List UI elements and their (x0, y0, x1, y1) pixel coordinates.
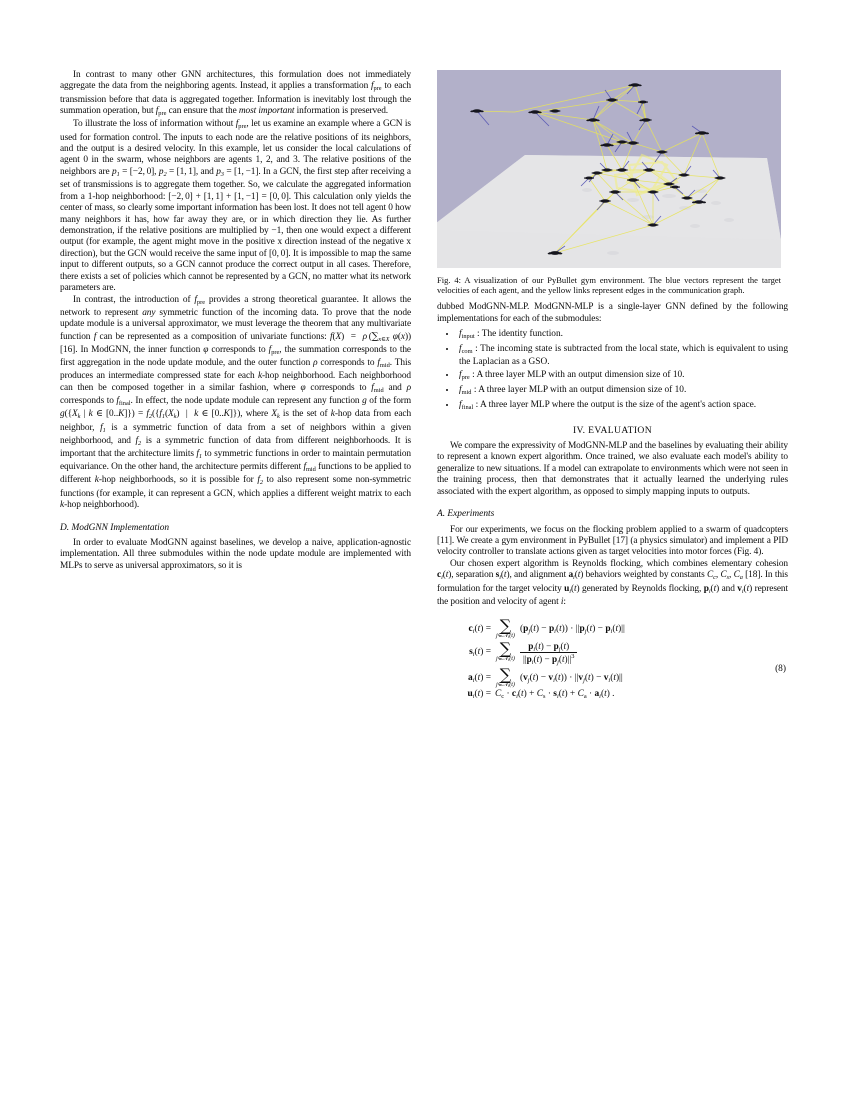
submodule-symbol: f (459, 329, 462, 340)
equation-rhs: $(v_j(t) - v_i(t)) \cdot ||v_j(t) - v_i(t)||$ (519, 673, 623, 684)
paragraph-modgnn-mlp-intro: dubbed ModGNN-MLP. ModGNN-MLP is a single-layer GNN defined by the following implementations for each of the submodules: (437, 302, 788, 324)
paragraph-reynolds-flocking: Our chosen expert algorithm is Reynolds flocking, which combines elementary cohesion $c_i(t)$, separation $s_i(t)$, and alignment $a_i(t)$ behaviors weighted by constants $C_c$, $C_s$, $C_a$ [18]. In this formulation for the target velocity $u_i(t)$ generated by Reynolds flocking, $p_i(t)$ and $v_i(t)$ represent the position and velocity of agent i: (437, 558, 788, 607)
subsection-heading-modgnn-implementation: D. ModGNN Implementation (60, 522, 170, 533)
figure-caption (437, 275, 781, 295)
equation-8 (437, 618, 788, 700)
fraction (520, 641, 578, 667)
equation-lhs: $u_i(t)$ = (467, 689, 491, 701)
submodule-symbol: f (459, 370, 462, 381)
equation-line-separation (437, 638, 788, 667)
equation-line-alignment (437, 667, 788, 688)
submodule-subscript: mid (461, 388, 472, 396)
submodule-subscript: pre (461, 373, 470, 381)
list-item (457, 369, 788, 383)
submodule-subscript: com (461, 347, 473, 355)
summation-operator: ∑ j∈𝒩$_i$(t) (496, 616, 515, 640)
equation-lhs: $c_i(t)$ = (468, 624, 491, 636)
pybullet-gym-visualization (437, 70, 781, 268)
submodule-text: : A three layer MLP with an output dimension size of 10. (472, 370, 685, 381)
equation-line-target-velocity (437, 689, 788, 700)
figure-caption-label: Fig. 4: (437, 275, 461, 285)
submodule-text: : A three layer MLP with an output dimension size of 10. (473, 384, 687, 395)
submodule-symbol: f (459, 399, 462, 410)
equation-lhs: $a_i(t)$ = (468, 673, 491, 684)
fraction-denominator: $||p_i(t) - p_j(t)||^3$ (520, 652, 578, 666)
equation-lhs: $s_i(t)$ = (469, 646, 491, 658)
paragraph-theoretical-guarantee: In contrast, the introduction of $f_{pre}$ provides a strong theoretical guarantee. It allows the network to represent any symmetric function of the incoming data. To prove that the node update module is a universal approximator, we must leverage the theorem that any multivariate function f can be represented as a composition of univariate functions: f(X) = ρ ($\sum_{x\in X}$ φ(x)) [16]. In ModGNN, the inner function φ corresponds to $f_{pre}$, the summation corresponds to the first aggregation in the node update module, and the outer function ρ corresponds to $f_{mid}$. This produces an intermediate compressed state for each k-hop neighborhood. Each neighborhood can then be composed together in a similar fashion, where φ corresponds to $f_{mid}$ and ρ corresponds to $f_{final}$. In effect, the node update module can represent any function g of the form $g(\{X_k$ | k ∈ $[0..K]\}) = f_2(\{f_1(X_k)$ | k ∈ [0..K]}), where $X_k$ is the set of k-hop data from each neighbor, $f_1$ is a symmetric function of data from a set of neighbors within a given neighborhood, and $f_2$ is a symmetric function of data from different neighborhoods. It is important that the architecture limits $f_1$ to symmetric functions in order to maintain permutation equivariance. On the other hand, the architecture permits different $f_{mid}$ functions to be applied to different k-hop neighborhoods, so it is possible for $f_2$ to also represent some non-symmetric functions (for example, it can represent a GCN, which applies a different weight matrix to each k-hop neighborhood). (60, 294, 412, 511)
scene-svg (437, 70, 781, 268)
submodule-list (437, 328, 788, 413)
equation-rhs: $(p_j(t) - p_i(t)) \cdot ||p_j(t) - p_i(t)||$ (519, 624, 625, 636)
subsection-heading-experiments: A. Experiments (437, 509, 495, 520)
list-item (457, 328, 788, 342)
summation-limit: j∈𝒩$_i$(t) (496, 682, 515, 689)
equation-rhs: $C_c \cdot c_i(t) + C_s \cdot s_i(t) + C_a \cdot a_i(t)$ . (495, 689, 615, 701)
submodule-symbol: f (459, 384, 462, 395)
summation-operator: ∑ j∈𝒩$_i$(t) (496, 638, 515, 662)
submodule-subscript: final (461, 403, 474, 411)
paragraph-experiments-setup: For our experiments, we focus on the flocking problem applied to a swarm of quadcopters [11]. We create a gym environment in PyBullet [17] (a physics simulator) and implement a PID velocity controller to translate actions given as target velocities into motor forces (Fig. 4). (437, 524, 788, 558)
list-item (457, 384, 788, 398)
summation-limit: j∈𝒩$_i$(t) (496, 655, 515, 662)
list-item (457, 399, 788, 413)
figure-caption-text: A visualization of our PyBullet gym environment. The blue vectors represent the target velocities of each agent, and the yellow links represent edges in the communication graph. (437, 275, 782, 296)
right-column (437, 70, 788, 1060)
summation-limit: j∈𝒩$_i$(t) (496, 633, 515, 640)
paragraph-modgnn-implementation: In order to evaluate ModGNN against baselines, we develop a naive, application-agnostic implementation. All three submodules within the node update module are implemented with MLPs to serve as universal approximators, so it is (60, 538, 411, 571)
equation-number: (8) (775, 664, 786, 675)
submodule-subscript: input (461, 333, 475, 341)
paragraph-gcn-example: To illustrate the loss of information without $f_{pre}$, let us examine an example where a GCN is used for formation control. The inputs to each node are the relative positions of its neighbors, and the output is a desired velocity. In this example, let us consider the local calculations of agent 0 in the swarm, whose neighbors are agents 1, 2, and 3. The relative positions of the neighbors are $p_1 = [-2$, 0], $p_2 = [1$, 1], and $p_3 = [1$, −1]. In a GCN, the first step after receiving a set of transmissions is to aggregate them together. So, we calculate the aggregated information from a 1-hop neighborhood: [−2, 0] + [1, 1] + [1, −1] = [0, 0]. This calculation only yields the center of mass, so clearly some important information has been lost. It does not tell agent 0 how many neighbors it has, how far away they are, or in which direction they lie. As further demonstration, if the relative positions are multiplied by −1, then one would expect a different output (for example, the agent might move in the positive x direction instead of the negative x direction), but the GCN would receive the same input of [0, 0]. It is impossible to map the same input to different outputs, so a GCN cannot produce the correct output in all cases. Therefore, there exists a set of policies which cannot be represented by a GCN, no matter what its network parameters are. (60, 119, 411, 294)
two-column-layout (60, 70, 793, 1060)
submodule-text: : The incoming state is subtracted from the local state, which is equivalent to using the Laplacian as a GSO. (459, 344, 788, 368)
summation-operator: ∑ j∈𝒩$_i$(t) (496, 665, 515, 689)
submodule-text: : The identity function. (477, 329, 563, 340)
paragraph-evaluation: We compare the expressivity of ModGNN-MLP and the baselines by evaluating their ability to represent a known expert algorithm. Once trained, we also evaluate each model's ability to generalize to new situations. If a model can extrapolate to environments which were not seen in the training process, then that demonstrates that it actually learned the underlying rules associated with the expert algorithm, as opposed to simply mapping inputs to outputs. (437, 440, 788, 497)
submodule-text: : A three layer MLP where the output is the size of the agent's action space. (475, 399, 757, 410)
submodule-symbol: f (459, 344, 462, 355)
list-item (457, 343, 788, 369)
left-column (60, 70, 411, 1060)
figure-4 (437, 70, 788, 295)
fraction-numerator: $p_i(t) - p_j(t)$ (528, 640, 570, 653)
paragraph-gnn-formulation: In contrast to many other GNN architectures, this formulation does not immediately aggregate the data from the neighboring agents. Instead, it applies a transformation $f_{pre}$ to each transmission before that data is aggregated together. Information is inevitably lost through the summation operation, but $f_{pre}$ can ensure that the most important information is preserved. (60, 70, 411, 117)
equation-line-cohesion (437, 618, 788, 639)
section-heading-evaluation: IV. EVALUATION (572, 424, 653, 436)
